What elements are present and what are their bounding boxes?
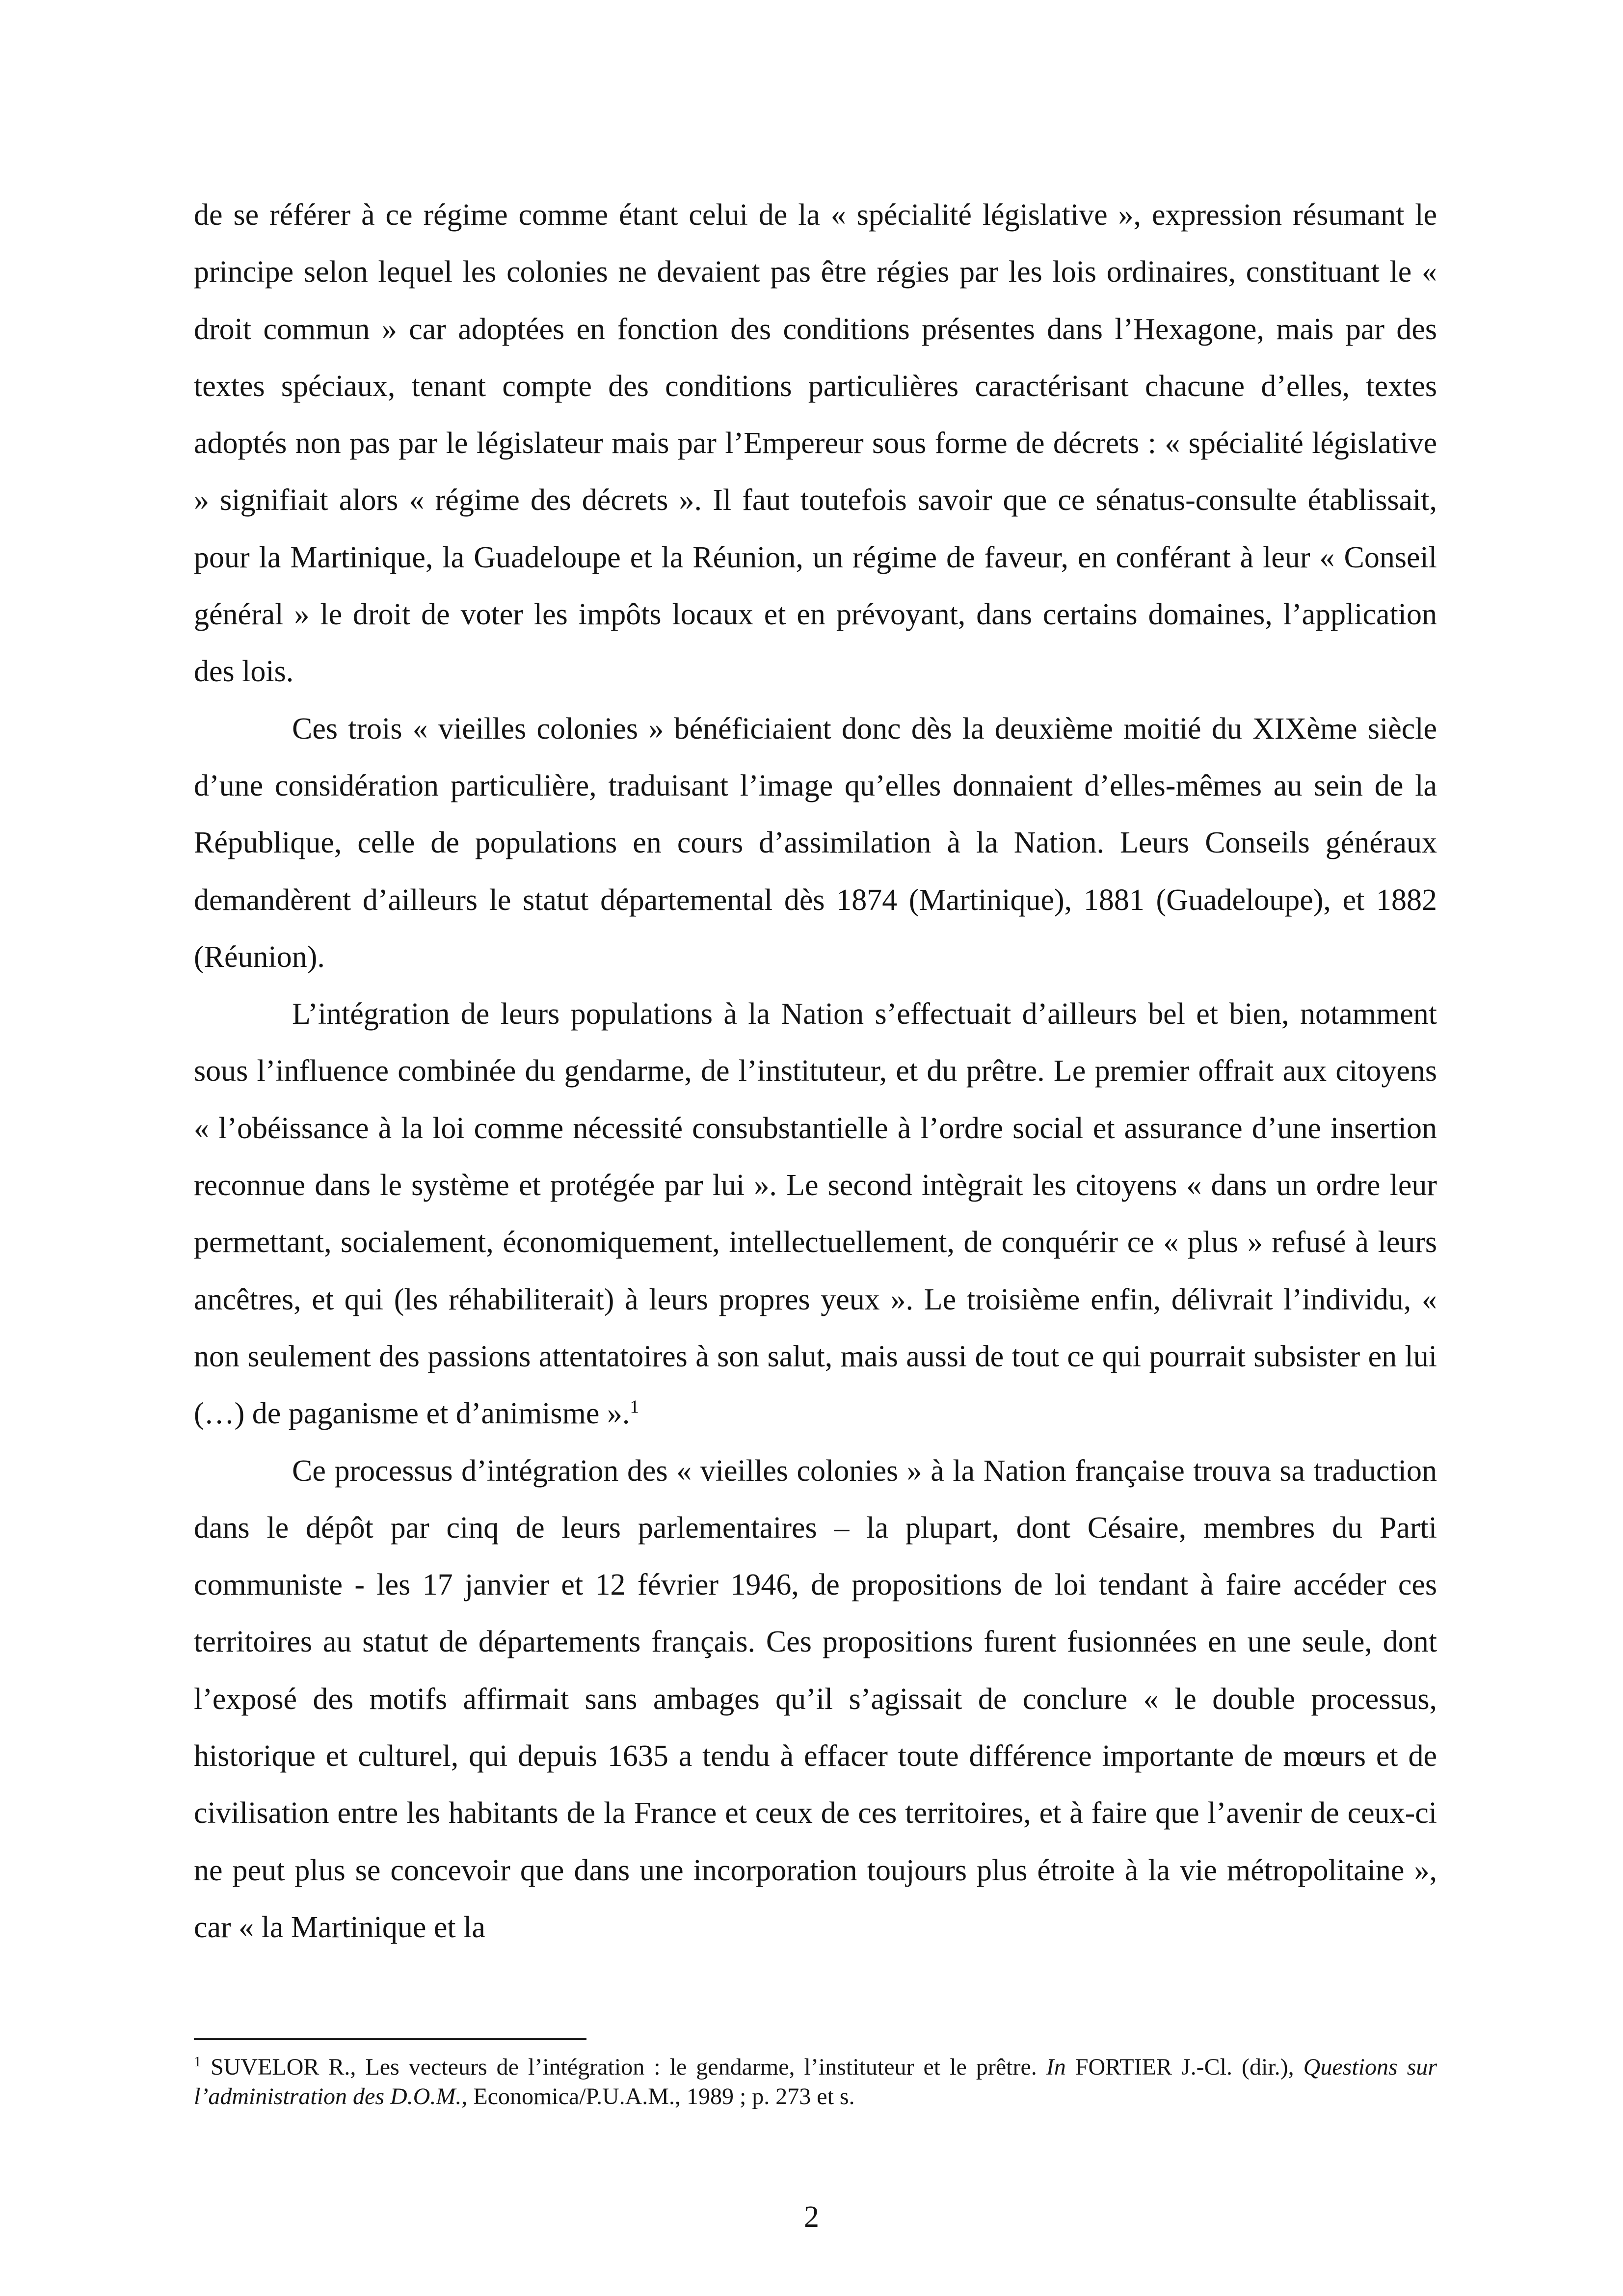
body-text: [194, 187, 1437, 1956]
paragraph-3-text: L’intégration de leurs populations à la Nation s’effectuait d’ailleurs bel et bien, notamment sous l’influence combinée du gendarme, de l’instituteur, et du prêtre. Le premier offrait aux citoyens « l’obéissance à la loi comme nécessité consubstantielle à l’ordre social et assurance d’une insertion reconnue dans le système et protégée par lui ». Le second intègrait les citoyens « dans un ordre leur permettant, socialement, économiquement, intellectuellement, de conquérir ce « plus » refusé à leurs ancêtres, et qui (les réhabiliterait) à leurs propres yeux ». Le troisième enfin, délivrait l’individu, « non seulement des passions attentatoires à son salut, mais aussi de tout ce qui pourrait subsister en lui (…) de paganisme et d’animisme ».: [194, 997, 1437, 1431]
paragraph-4: Ce processus d’intégration des « vieilles colonies » à la Nation française trouva sa traduction dans le dépôt par cinq de leurs parlementaires – la plupart, dont Césaire, membres du Parti communiste - les 17 janvier et 12 février 1946, de propositions de loi tendant à faire accéder ces territoires au statut de départements français. Ces propositions furent fusionnées en une seule, dont l’exposé des motifs affirmait sans ambages qu’il s’agissait de conclure « le double processus, historique et culturel, qui depuis 1635 a tendu à effacer toute différence importante de mœurs et de civilisation entre les habitants de la France et ceux de ces territoires, et à faire que l’avenir de ceux-ci ne peut plus se concevoir que dans une incorporation toujours plus étroite à la vie métropolitaine », car « la Martinique et la: [194, 1454, 1437, 1944]
footnote-separator: [194, 2038, 586, 2040]
page-number: 2: [804, 2200, 819, 2234]
footnote-part-2: FORTIER J.-Cl. (dir.),: [1075, 2054, 1294, 2080]
paragraph-1: de se référer à ce régime comme étant celui de la « spécialité législative », expression résumant le principe selon lequel les colonies ne devaient pas être régies par les lois ordinaires, constituant le « droit commun » car adoptées en fonction des conditions présentes dans l’Hexagone, mais par des textes spéciaux, tenant compte des conditions particulières caractérisant chacune d’elles, textes adoptés non pas par le législateur mais par l’Empereur sous forme de décrets : « spécialité législative » signifiait alors « régime des décrets ». Il faut toutefois savoir que ce sénatus-consulte établissait, pour la Martinique, la Guadeloupe et la Réunion, un régime de faveur, en conférant à leur « Conseil général » le droit de voter les impôts locaux et en prévoyant, dans certains domaines, l’application des lois.: [194, 198, 1437, 689]
footnote-part-3: Economica/P.U.A.M., 1989 ; p. 273 et s.: [473, 2083, 855, 2109]
footnote-number: 1: [194, 2054, 201, 2070]
paragraph-3: [194, 986, 1437, 1442]
footnote: [194, 2053, 1437, 2111]
footnote-reference[interactable]: 1: [630, 1396, 639, 1417]
footnote-in-label: In: [1046, 2054, 1066, 2080]
footnote-title: Questions sur l’administration des D.O.M.,: [194, 2054, 1437, 2109]
paragraph-2: Ces trois « vieilles colonies » bénéficiaient donc dès la deuxième moitié du XIXème siècle d’une considération particulière, traduisant l’image qu’elles donnaient d’elles-mêmes au sein de la République, celle de populations en cours d’assimilation à la Nation. Leurs Conseils généraux demandèrent d’ailleurs le statut départemental dès 1874 (Martinique), 1881 (Guadeloupe), et 1882 (Réunion).: [194, 712, 1437, 974]
footnote-part-1: SUVELOR R., Les vecteurs de l’intégration : le gendarme, l’instituteur et le prêtre.: [211, 2054, 1037, 2080]
